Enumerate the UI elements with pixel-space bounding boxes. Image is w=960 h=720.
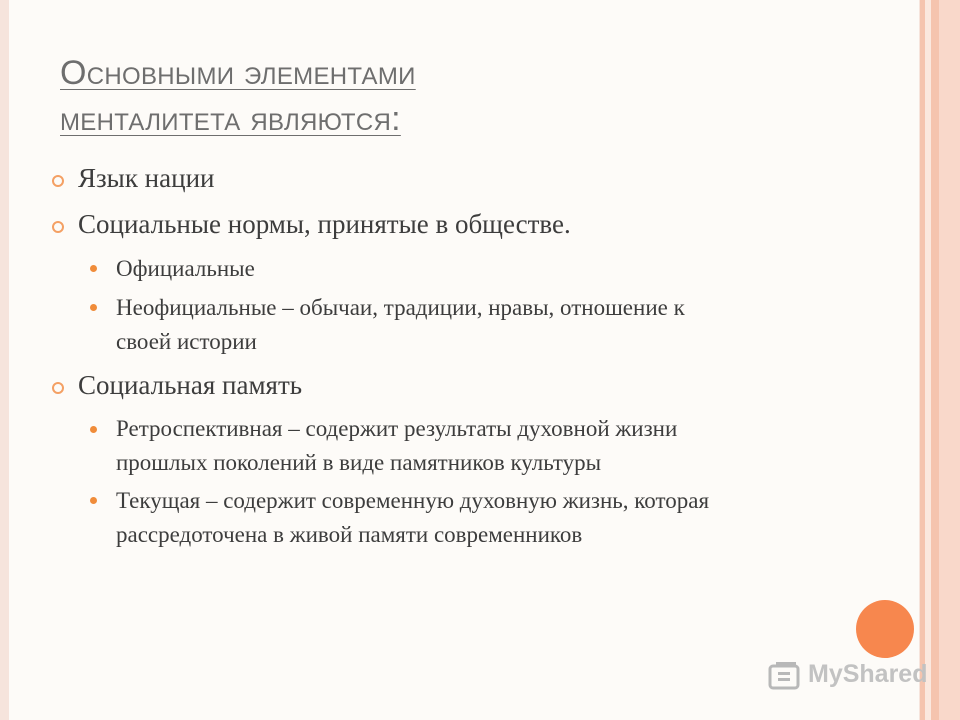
title-line-1: Основными элементами (60, 54, 416, 92)
sub-item-retrospective-line-1: Ретроспективная – содержит результаты духовной жизни (116, 416, 678, 441)
bullet-ring-icon (52, 221, 64, 233)
title-line-2: менталитета являются: (60, 100, 401, 138)
bullet-ring-icon (52, 382, 64, 394)
bullet-dot-icon (90, 426, 97, 433)
sub-item-unofficial-line-2: своей истории (116, 329, 257, 354)
bullet-ring-icon (52, 175, 64, 187)
bullet-dot-icon (90, 265, 97, 272)
sub-item-unofficial-line-1: Неофициальные – обычаи, традиции, нравы, отношение к (116, 295, 685, 320)
myshared-logo-text: MyShared (808, 660, 928, 688)
decor-stripe (931, 0, 939, 720)
sub-item-retrospective-line-2: прошлых поколений в виде памятников культуры (116, 450, 602, 475)
list-item-social-memory: Социальная память (78, 370, 303, 400)
decor-stripe (939, 0, 960, 720)
bullet-dot-icon (90, 497, 97, 504)
list-item-language: Язык нации (78, 163, 215, 193)
myshared-logo-icon (768, 658, 804, 694)
sub-item-official: Официальные (116, 256, 255, 281)
sub-item-current (116, 484, 916, 552)
sub-item-current-line-1: Текущая – содержит современную духовную жизнь, которая (116, 488, 710, 513)
sub-item-retrospective (116, 412, 916, 480)
sub-item-unofficial (116, 291, 916, 359)
decor-orange-circle (856, 600, 914, 658)
myshared-watermark (768, 656, 928, 696)
sub-item-current-line-2: рассредоточена в живой памяти современников (116, 522, 583, 547)
bullet-dot-icon (90, 304, 97, 311)
list-item-social-norms: Социальные нормы, принятые в обществе. (78, 209, 571, 239)
slide-title (60, 50, 416, 142)
